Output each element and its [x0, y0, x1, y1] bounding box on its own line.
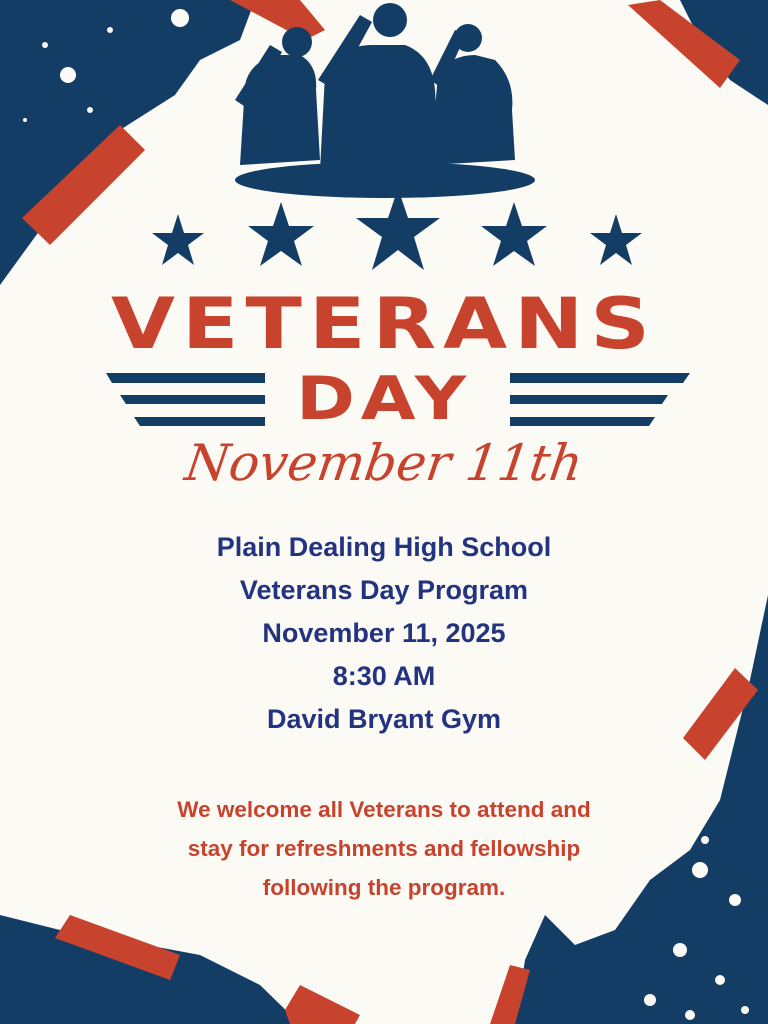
school-name: Plain Dealing High School — [216, 532, 552, 562]
star-icon — [356, 188, 440, 270]
event-details — [0, 526, 768, 741]
red-stripe — [285, 985, 360, 1024]
star-icon — [590, 214, 642, 265]
note-line: following the program. — [262, 875, 506, 900]
event-date: November 11, 2025 — [262, 618, 506, 648]
saluting-soldiers-icon — [235, 3, 535, 198]
note-line: stay for refreshments and fellowship — [187, 836, 581, 861]
stars — [152, 188, 642, 270]
note-line: We welcome all Veterans to attend and — [177, 797, 591, 822]
title-day: DAY — [296, 364, 472, 434]
star-icon — [248, 202, 314, 266]
title-veterans: VETERANS — [111, 283, 657, 365]
date-script: November 11th — [181, 434, 587, 492]
event-time: 8:30 AM — [332, 661, 436, 691]
star-icon — [152, 214, 204, 265]
star-icon — [481, 202, 547, 266]
event-location: David Bryant Gym — [266, 704, 502, 734]
welcome-note — [0, 790, 768, 907]
program-name: Veterans Day Program — [239, 575, 529, 605]
